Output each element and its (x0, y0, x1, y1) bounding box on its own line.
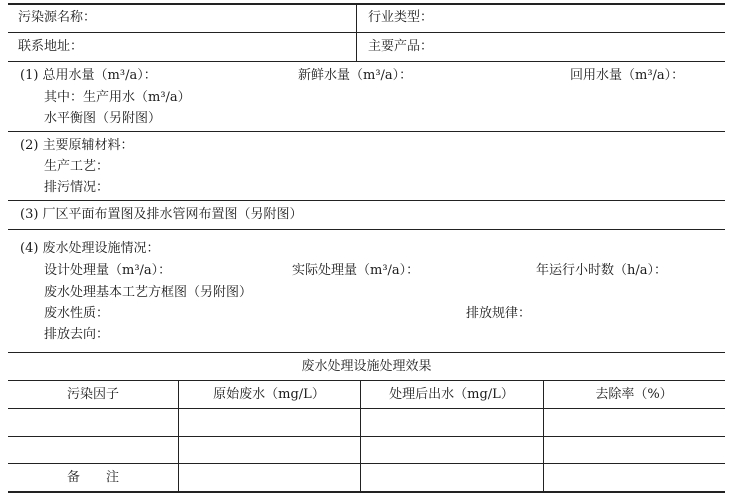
row-rule (8, 32, 725, 33)
layout-label: (3) 厂区平面布置图及排水管网布置图（另附图） (20, 207, 303, 222)
row-rule (8, 61, 725, 62)
address-label: 联系地址： (18, 39, 84, 54)
table-header-treated-effluent: 处理后出水（mg/L） (389, 387, 514, 402)
discharge-destination-label: 排放去向： (44, 327, 110, 342)
row-rule (8, 352, 725, 353)
row-rule (8, 131, 725, 132)
bottom-rule (8, 491, 725, 493)
row-rule (8, 200, 725, 201)
production-water-label: 其中：生产用水（m³/a） (44, 90, 191, 105)
design-capacity-label: 设计处理量（m³/a）： (44, 263, 172, 278)
discharge-label: 排污情况： (44, 180, 110, 195)
table-header-pollutant: 污染因子 (66, 387, 119, 402)
water-balance-label: 水平衡图（另附图） (44, 111, 162, 126)
materials-label: (2) 主要原辅材料： (20, 138, 134, 153)
total-water-label: (1) 总用水量（m³/a）： (20, 68, 157, 83)
table-header-raw-wastewater: 原始废水（mg/L） (213, 387, 325, 402)
reused-water-label: 回用水量（m³/a）： (570, 68, 685, 83)
table-header-removal-rate: 去除率（%） (595, 387, 673, 402)
main-product-label: 主要产品： (368, 39, 434, 54)
effect-table-title: 废水处理设施处理效果 (301, 359, 432, 374)
source-name-label: 污染源名称： (18, 10, 97, 25)
wastewater-facility-title: (4) 废水处理设施情况： (20, 241, 160, 256)
process-label: 生产工艺： (44, 159, 110, 174)
remarks-label: 备 注 (66, 470, 119, 485)
fresh-water-label: 新鲜水量（m³/a）： (298, 68, 413, 83)
wastewater-nature-label: 废水性质： (44, 306, 110, 321)
industry-type-label: 行业类型： (368, 10, 434, 25)
row-rule (8, 408, 725, 409)
row-rule (8, 463, 725, 464)
row-rule (8, 229, 725, 230)
process-diagram-label: 废水处理基本工艺方框图（另附图） (44, 285, 253, 300)
row-rule (8, 436, 725, 437)
annual-hours-label: 年运行小时数（h/a）： (536, 263, 668, 278)
header-divider (356, 4, 357, 61)
top-rule (8, 3, 725, 5)
discharge-pattern-label: 排放规律： (466, 306, 532, 321)
actual-capacity-label: 实际处理量（m³/a）： (292, 263, 420, 278)
row-rule (8, 380, 725, 381)
